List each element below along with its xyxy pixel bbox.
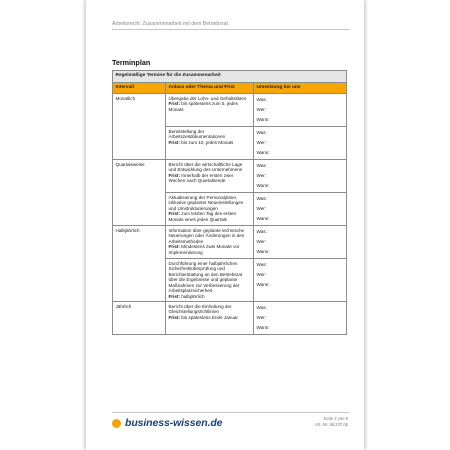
page-title: Terminplan [112, 58, 151, 67]
schedule-table [112, 70, 347, 335]
answer-label: Wann: [256, 116, 270, 122]
implementation-cell[interactable] [254, 127, 347, 160]
interval-cell: Jährlich [113, 302, 166, 335]
deadline-text [169, 244, 251, 255]
schedule-table-body [113, 94, 347, 335]
header-divider [112, 29, 350, 30]
answer-label: Was: [256, 162, 267, 168]
deadline-text [169, 211, 251, 222]
deadline-value: bis zum 10. jedes Monats [181, 139, 234, 145]
deadline-value: bis spätestens zum 5. jedes Monats [168, 101, 238, 112]
topic-text: Information über geplante technische Neuerungen oder Änderungen in den Arbeitsmethoden [168, 227, 245, 244]
interval-cell: Monatlich [113, 94, 166, 160]
deadline-value: Innerhalb der ersten zwei Wochen nach Quartalsende [168, 172, 233, 184]
column-header-implementation: Umsetzung bei uns [254, 83, 347, 94]
deadline-text [169, 173, 251, 184]
logo-text: business-wissen.de [125, 417, 223, 429]
deadline-value: Mindestens zwei Monate vor Implementierung [168, 244, 240, 255]
table-row [113, 302, 347, 335]
answer-label: Wer: [256, 106, 267, 112]
answer-label: Was: [256, 195, 267, 201]
deadline-text [169, 294, 251, 300]
implementation-cell[interactable] [254, 160, 347, 193]
topic-text: Bericht über die wirtschaftliche Lage und Entwicklung des Unternehmens [168, 161, 243, 173]
answer-label: Wann: [256, 215, 270, 221]
deadline-text [169, 315, 251, 321]
deadline-text [169, 140, 251, 146]
implementation-cell[interactable] [254, 193, 347, 226]
deadline-label: Frist: [168, 139, 180, 145]
footer-divider [112, 412, 350, 413]
implementation-cell[interactable] [254, 259, 347, 302]
column-header-interval: Intervall [113, 83, 166, 94]
column-header-topic: Anlass oder Thema und Frist [166, 83, 254, 94]
topic-cell [166, 160, 254, 193]
topic-cell [166, 193, 254, 226]
implementation-cell[interactable] [254, 94, 347, 127]
topic-text: Bericht über die Einhaltung der Gleichstellungsrichtlinien [168, 303, 232, 315]
answer-label: Wann: [256, 149, 270, 155]
deadline-label: Frist: [168, 294, 180, 300]
page-info [315, 416, 348, 428]
interval-cell: Halbjährlich [113, 226, 166, 302]
logo-dot-icon [112, 419, 121, 428]
deadline-label: Frist: [168, 172, 180, 178]
topic-cell [166, 226, 254, 259]
answer-label: Wer: [256, 238, 267, 244]
answer-label: Was: [256, 228, 267, 234]
answer-label: Wann: [256, 248, 270, 254]
deadline-text [169, 101, 251, 112]
document-page [86, 0, 364, 450]
deadline-label: Frist: [168, 101, 180, 107]
answer-label: Wer: [256, 314, 267, 320]
topic-cell [166, 302, 254, 335]
table-caption: Regelmäßige Termine für die Zusammenarbeit [113, 71, 347, 83]
answer-label: Wer: [256, 205, 267, 211]
article-number: Art.-Nr. 99.237.06 [314, 422, 348, 427]
answer-label: Wer: [256, 271, 267, 277]
deadline-label: Frist: [168, 314, 180, 320]
answer-label: Wann: [256, 182, 270, 188]
deadline-value: zum letzten Tag des ersten Monats eines jeden Quartals [168, 211, 237, 222]
answer-label: Was: [256, 96, 267, 102]
deadline-value: bis spätestens Ende Januar [181, 314, 238, 320]
answer-label: Wer: [256, 139, 267, 145]
topic-text: Aktualisierung der Personalpläne, inklusive geplanter Neueinstellungen und Umstrukturierungen [168, 194, 244, 211]
deadline-label: Frist: [168, 211, 180, 217]
deadline-value: halbjährlich [181, 294, 205, 300]
table-row [113, 94, 347, 127]
table-row [113, 226, 347, 259]
topic-text: Bereitstellung der Arbeitszeitdokumentationen [168, 128, 226, 140]
topic-cell [166, 94, 254, 127]
topic-text: Übergabe der Lohn- und Gehaltslisten [168, 95, 247, 101]
answer-label: Wer: [256, 172, 267, 178]
topic-cell [166, 127, 254, 160]
interval-cell: Quartalsweise [113, 160, 166, 226]
table-row [113, 160, 347, 193]
page-number: Seite 2 von 9 [323, 416, 348, 421]
topic-text: Durchführung einer halbjährlichen Sicherheitsüberprüfung und Berichterstattung an den Betriebsrat über die Ergebnisse und geplante Maßnahmen zur Verbesserung der Arbeitsplatzsicherheit [168, 260, 243, 294]
answer-label: Was: [256, 129, 267, 135]
implementation-cell[interactable] [254, 302, 347, 335]
business-wissen-logo [112, 416, 222, 430]
answer-label: Wann: [256, 281, 270, 287]
answer-label: Wann: [256, 324, 270, 330]
implementation-cell[interactable] [254, 226, 347, 259]
answer-label: Was: [256, 261, 267, 267]
answer-label: Was: [256, 304, 267, 310]
deadline-label: Frist: [168, 244, 180, 250]
topic-cell [166, 259, 254, 302]
page-header: Arbeitsrecht: Zusammenarbeit mit dem Betriebsrat [112, 21, 228, 27]
